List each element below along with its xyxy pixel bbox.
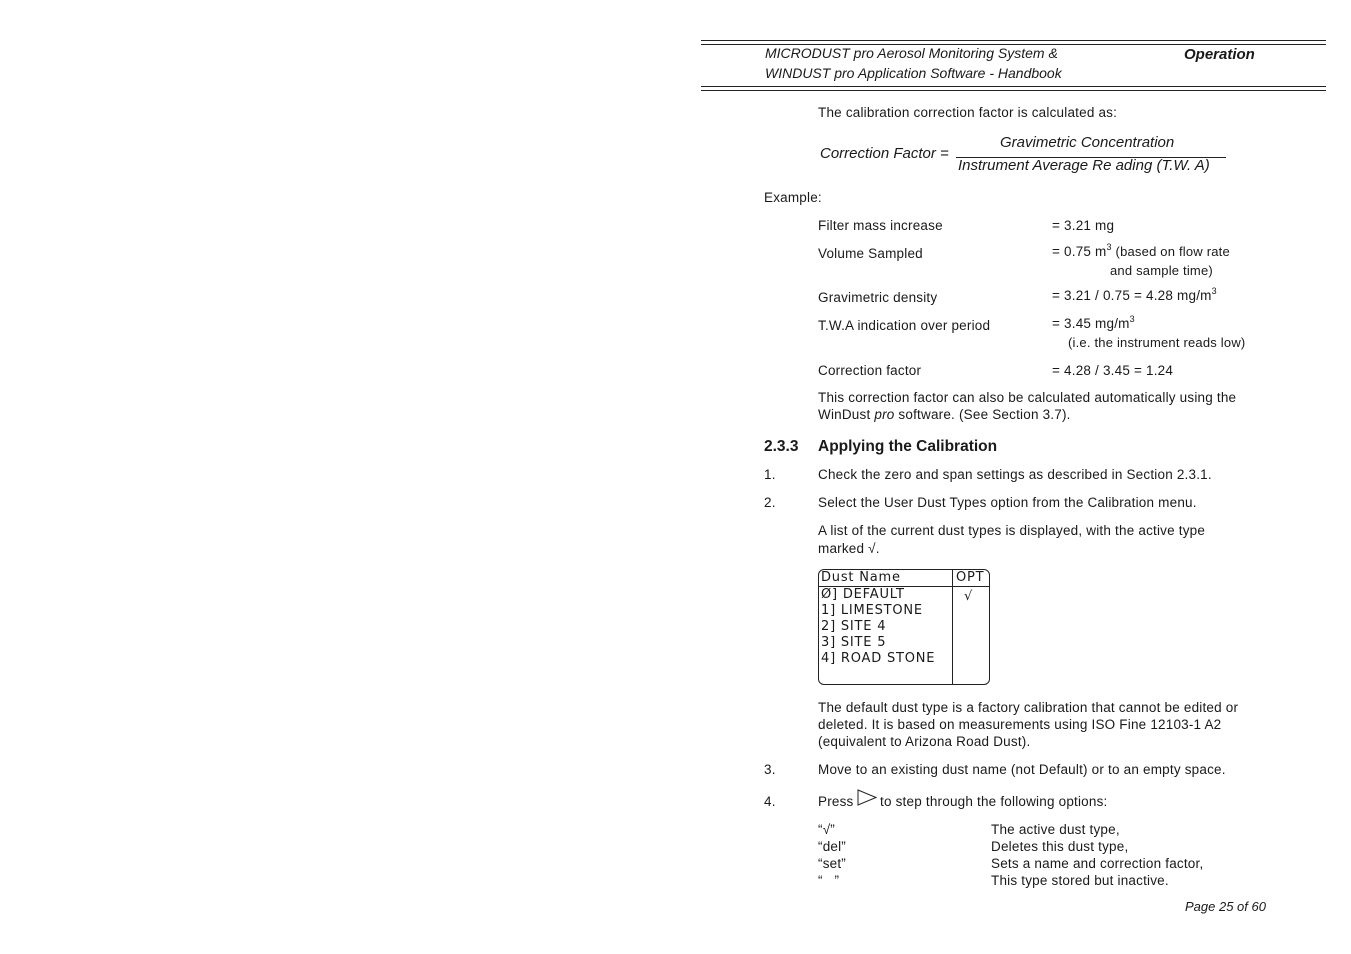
section-title: Applying the Calibration	[818, 438, 998, 455]
example-row-label: T.W.A indication over period	[818, 318, 991, 333]
option-desc: Sets a name and correction factor,	[991, 856, 1204, 871]
option-desc: This type stored but inactive.	[991, 873, 1169, 888]
lcd-dust-list	[818, 569, 990, 685]
default-note-line1: The default dust type is a factory calibration that cannot be edited or	[818, 700, 1239, 715]
step-text: Check the zero and span settings as described in Section 2.3.1.	[818, 467, 1212, 482]
header-title-line2: WINDUST pro Application Software - Handbook	[765, 65, 1062, 81]
auto-calc-line1: This correction factor can also be calculated automatically using the	[818, 390, 1237, 405]
example-row-label: Correction factor	[818, 363, 922, 378]
lcd-row: 2] SITE 4	[821, 619, 887, 634]
step-number: 1.	[764, 467, 776, 482]
example-row-value: = 3.21 / 0.75 = 4.28 $mg/m^3$	[1052, 286, 1217, 303]
lcd-column-divider	[952, 570, 953, 684]
option-code: “set”	[818, 856, 846, 871]
option-code: “√”	[818, 822, 836, 837]
option-code: “del”	[818, 839, 847, 854]
step-number: 3.	[764, 762, 776, 777]
example-row-value: = 0.75 $m^3$ (based on flow rate	[1052, 242, 1230, 259]
step-text-pre: Press	[818, 794, 854, 809]
right-arrow-icon	[857, 789, 877, 806]
example-row-label: Volume Sampled	[818, 246, 923, 261]
step-number: 4.	[764, 794, 776, 809]
step-text-post: to step through the following options:	[880, 794, 1108, 809]
formula-numerator: Gravimetric Concentration	[1000, 134, 1175, 151]
option-code: “ ”	[818, 873, 840, 888]
list-intro-line1: A list of the current dust types is displayed, with the active type	[818, 523, 1206, 538]
lcd-col-name: Dust Name	[821, 570, 901, 585]
auto-calc-line2: WinDust pro software. (See Section 3.7).	[818, 407, 1071, 422]
intro-text: The calibration correction factor is calculated as:	[818, 105, 1118, 120]
header-section: Operation	[1184, 46, 1255, 63]
option-desc: The active dust type,	[991, 822, 1120, 837]
section-number: 2.3.3	[764, 438, 799, 455]
lcd-active-mark: √	[964, 589, 974, 604]
page-number: Page 25 of 60	[1185, 899, 1266, 914]
default-note-line3: (equivalent to Arizona Road Dust).	[818, 734, 1031, 749]
header-title-line1: MICRODUST pro Aerosol Monitoring System &	[765, 45, 1058, 61]
lcd-row: Ø] DEFAULT	[821, 587, 905, 602]
header-rule-bottom-2	[701, 90, 1326, 91]
lcd-col-opt: OPT	[956, 570, 985, 585]
formula-denominator: Instrument Average Re ading (T.W. A)	[958, 157, 1210, 174]
default-note-line2: deleted. It is based on measurements using ISO Fine 12103-1 A2	[818, 717, 1222, 732]
list-intro-line2: marked √.	[818, 541, 880, 556]
lcd-row: 3] SITE 5	[821, 635, 887, 650]
example-row-value: = 3.45 $mg/m^3$	[1052, 314, 1135, 331]
example-row-note: (i.e. the instrument reads low)	[1068, 335, 1246, 350]
header-rule-bottom-1	[701, 86, 1326, 87]
formula-lhs: Correction Factor =	[820, 145, 949, 162]
example-row-label: Gravimetric density	[818, 290, 938, 305]
header-rule-top-1	[701, 40, 1326, 41]
option-desc: Deletes this dust type,	[991, 839, 1129, 854]
lcd-row: 1] LIMESTONE	[821, 603, 923, 618]
example-row-note: and sample time)	[1110, 263, 1213, 278]
example-row-value: = 4.28 / 3.45 = 1.24	[1052, 363, 1174, 378]
example-label: Example:	[764, 190, 822, 205]
lcd-row: 4] ROAD STONE	[821, 651, 936, 666]
step-number: 2.	[764, 495, 776, 510]
example-row-value: = 3.21 mg	[1052, 218, 1115, 233]
step-text: Select the User Dust Types option from the Calibration menu.	[818, 495, 1197, 510]
step-text: Move to an existing dust name (not Default) or to an empty space.	[818, 762, 1226, 777]
example-row-label: Filter mass increase	[818, 218, 943, 233]
